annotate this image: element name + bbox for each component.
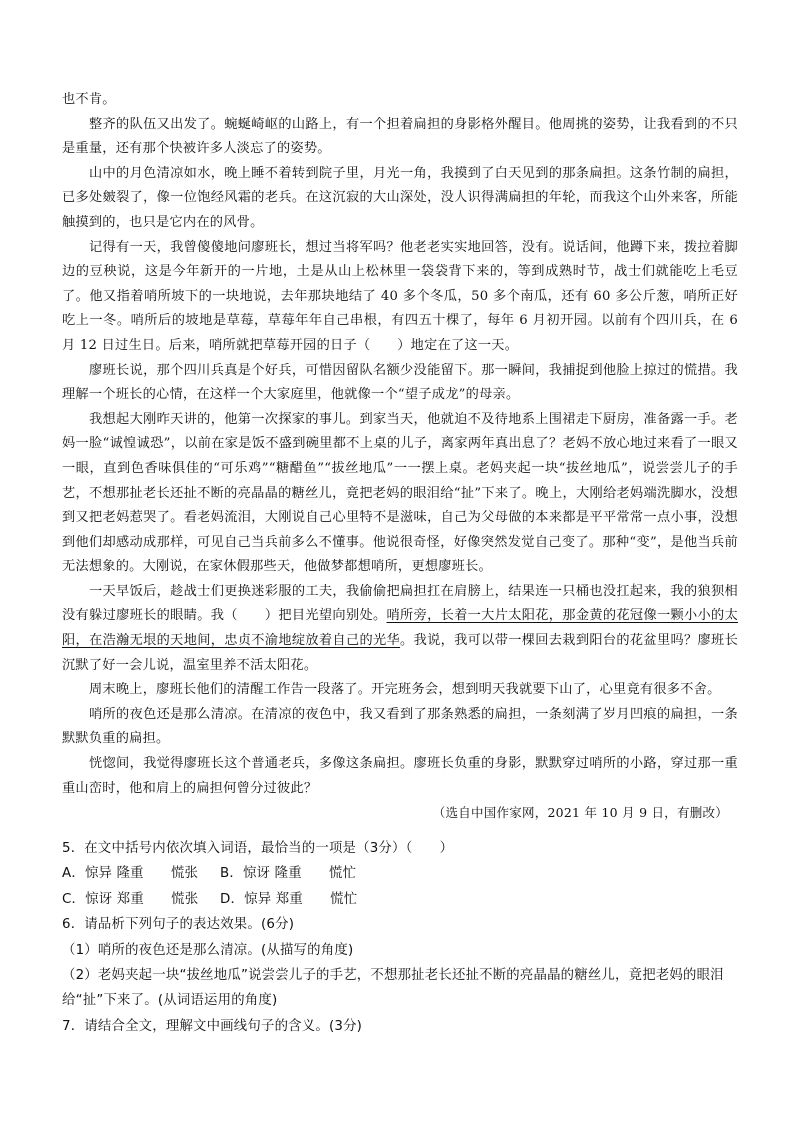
underlined-sentence: 哨所旁，长着一大片太阳花，那金黄的花冠像一颗小小的太阳，在浩瀚无垠的天地间，忠贞不渝地绽放着自己的光华 <box>62 608 739 649</box>
paragraph-8: 哨所的夜色还是那么清凉。在清凉的夜色中，我又看到了那条熟悉的扁担，一条刻满了岁月凹痕的扁担，一条默默负重的扁担。 <box>62 706 738 747</box>
paragraph-5: 我想起大刚昨天讲的，他第一次探家的事儿。到家当天，他就迫不及待地系上围裙走下厨房，准备露一手。老妈一脸“诚惶诚恐”，以前在家是饭不盛到碗里都不上桌的儿子，离家两年真出息了？老妈不放心地过来看了一眼又一眼，直到色香味俱佳的“可乐鸡”“糖醋鱼”“拔丝地瓜”一一摆上桌。老妈夹起一块“拔丝地瓜”，说尝尝儿子的手艺，不想那扯老长还扯不断的亮晶晶的糖丝儿，竟把老妈的眼泪给“扯”下来了。晚上，大刚给老妈端洗脚水，没想到又把老妈惹哭了。看老妈流泪，大刚说自己心里特不是滋味，自己为父母做的本来都是平平常常一点小事，没想到他们却感动成那样，可见自己当兵前多么不懂事。他说很奇怪，好像突然发觉自己变了。那种“变”，是他当兵前无法想象的。大刚说，在家休假那些天，他做梦都想哨所，更想廖班长。 <box>62 411 738 575</box>
paragraph-7: 周末晚上，廖班长他们的清醒工作告一段落了。开完班务会，想到明天我就要下山了，心里竟有很多不舍。 <box>89 682 721 698</box>
option-b: B．惊讶 隆重 慌忙 <box>220 866 357 882</box>
question-7: 7．请结合全文，理解文中画线句子的含义。(3分) <box>62 1018 363 1034</box>
paragraph-9: 恍惚间，我觉得廖班长这个普通老兵，多像这条扁担。廖班长负重的身影，默默穿过哨所的小路，穿过那一重重山峦时，他和肩上的扁担何曾分过彼此？ <box>62 756 738 796</box>
reading-passage <box>62 88 738 826</box>
option-d: D．惊异 郑重 慌忙 <box>220 891 358 907</box>
paragraph-1: 整齐的队伍又出发了。蜿蜒崎岖的山路上，有一个担着扁担的身影格外醒目。他周挑的姿势，让我看到的不只是重量，还有那个快被许多人淡忘了的姿势。 <box>62 116 738 157</box>
paragraph-3: 记得有一天，我曾傻傻地问廖班长，想过当将军吗？他老老实实地回答，没有。说话间，他蹲下来，拨拉着脚边的豆秧说，这是今年新开的一片地，土是从山上松林里一袋袋背下来的，等到成熟时节，战士们就能吃上毛豆了。他又指着哨所坡下的一块地说，去年那块地结了 40 多个冬瓜，50 多个南瓜，还有 60 多公斤葱，哨所正好吃上一冬。哨所后的坡地是草莓，草莓年年自己串根，有四五十棵了，每年 6 月初开园。以前有个四川兵，在 6 月 12 日过生日。后来，哨所就把草莓开园的日子（ ）地定在了这一天。 <box>62 239 738 353</box>
question-6-item-1: （1）哨所的夜色还是那么清凉。(从描写的角度) <box>62 942 354 958</box>
questions-section <box>62 836 742 1039</box>
paragraph-2: 山中的月色清凉如水，晚上睡不着转到院子里，月光一角，我摸到了白天见到的那条扁担。这条竹制的扁担，已多处皴裂了，像一位饱经风霜的老兵。在这沉寂的大山深处，没人识得满扁担的年轮，而我这个山外来客，所能触摸到的，也只是它内在的风骨。 <box>62 165 738 230</box>
question-6-item-2: （2）老妈夹起一块“拔丝地瓜”说尝尝儿子的手艺，不想那扯老长还扯不断的亮晶晶的糖丝儿，竟把老妈的眼泪给“扯”下来了。(从词语运用的角度) <box>62 968 724 1009</box>
paragraph-6-after: 。我说，我可以带一棵回去栽到阳台的花盆里吗？廖班长沉默了好一会儿说，温室里养不活太阳花。 <box>62 633 739 673</box>
paragraph-0: 也不肯。 <box>62 92 116 107</box>
question-5-options-row-2 <box>62 887 742 912</box>
option-a: A．惊异 隆重 慌张 <box>62 866 199 882</box>
question-5: 5．在文中括号内依次填入词语，最恰当的一项是（3分）（ ） <box>62 841 454 856</box>
paragraph-4: 廖班长说，那个四川兵真是个好兵，可惜因留队名额少没能留下。那一瞬间，我捕捉到他脸上掠过的慌措。我理解一个班长的心情，在这样一个大家庭里，他就像一个“望子成龙”的母亲。 <box>62 362 738 403</box>
question-5-options-row-1 <box>62 861 742 886</box>
paragraph-6-before: 一天早饭后，趁战士们更换迷彩服的工夫，我偷偷把扁担扛在肩膀上，结果连一只桶也没扛起来，我的狼狈相没有躲过廖班长的眼睛。我（ ）把目光望向别处。 <box>62 583 738 624</box>
source-citation: （选自中国作家网，2021 年 10 月 9 日，有删改） <box>432 805 728 821</box>
question-6: 6．请品析下列句子的表达效果。(6分) <box>62 917 295 933</box>
option-c: C．惊讶 郑重 慌张 <box>62 891 199 907</box>
paragraph-6 <box>62 580 738 678</box>
